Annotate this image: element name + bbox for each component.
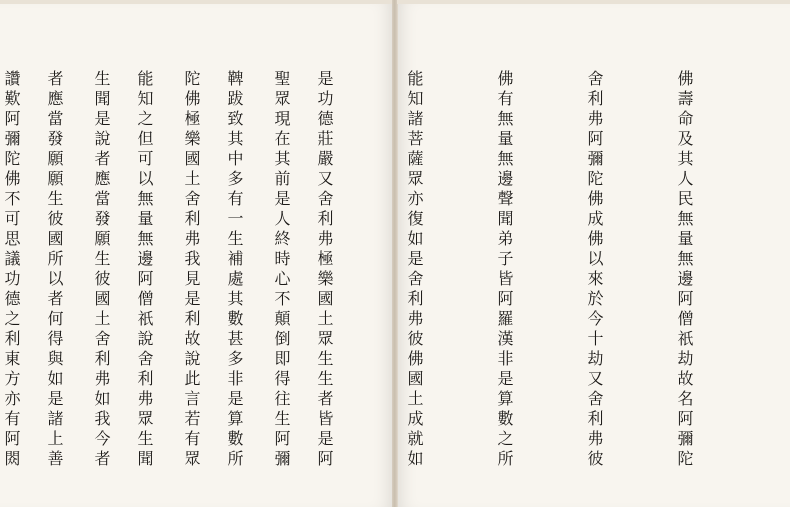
text-column: 陀佛極樂國土舍利弗我見是利故說此言若有眾: [182, 70, 201, 470]
text-column: 是功德莊嚴又舍利弗極樂國土眾生生者皆是阿: [315, 70, 334, 470]
text-column: 佛壽命及其人民無量無邊阿僧祇劫故名阿彌陀: [675, 70, 694, 470]
text-column: 能知諸菩薩眾亦復如是舍利弗彼佛國土成就如: [405, 70, 424, 470]
text-column: 生聞是說者應當發願生彼國土舍利弗如我今者: [92, 70, 111, 470]
text-column: 讚歎阿彌陀佛不可思議功德之利東方亦有阿閦: [2, 70, 21, 470]
text-column: 舍利弗阿彌陀佛成佛以來於今十劫又舍利弗彼: [585, 70, 604, 470]
text-column: 鞞跋致其中多有一生補處其數甚多非是算數所: [225, 70, 244, 470]
right-page-text: [0, 70, 759, 470]
text-column: 能知之但可以無量無邊阿僧祇說舍利弗眾生聞: [135, 70, 154, 470]
text-column: 佛有無量無邊聲聞弟子皆阿羅漢非是算數之所: [495, 70, 514, 470]
text-column: 者應當發願願生彼國所以者何得與如是諸上善: [45, 70, 64, 470]
text-column: 聖眾現在其前是人終時心不顛倒即得往生阿彌: [272, 70, 291, 470]
